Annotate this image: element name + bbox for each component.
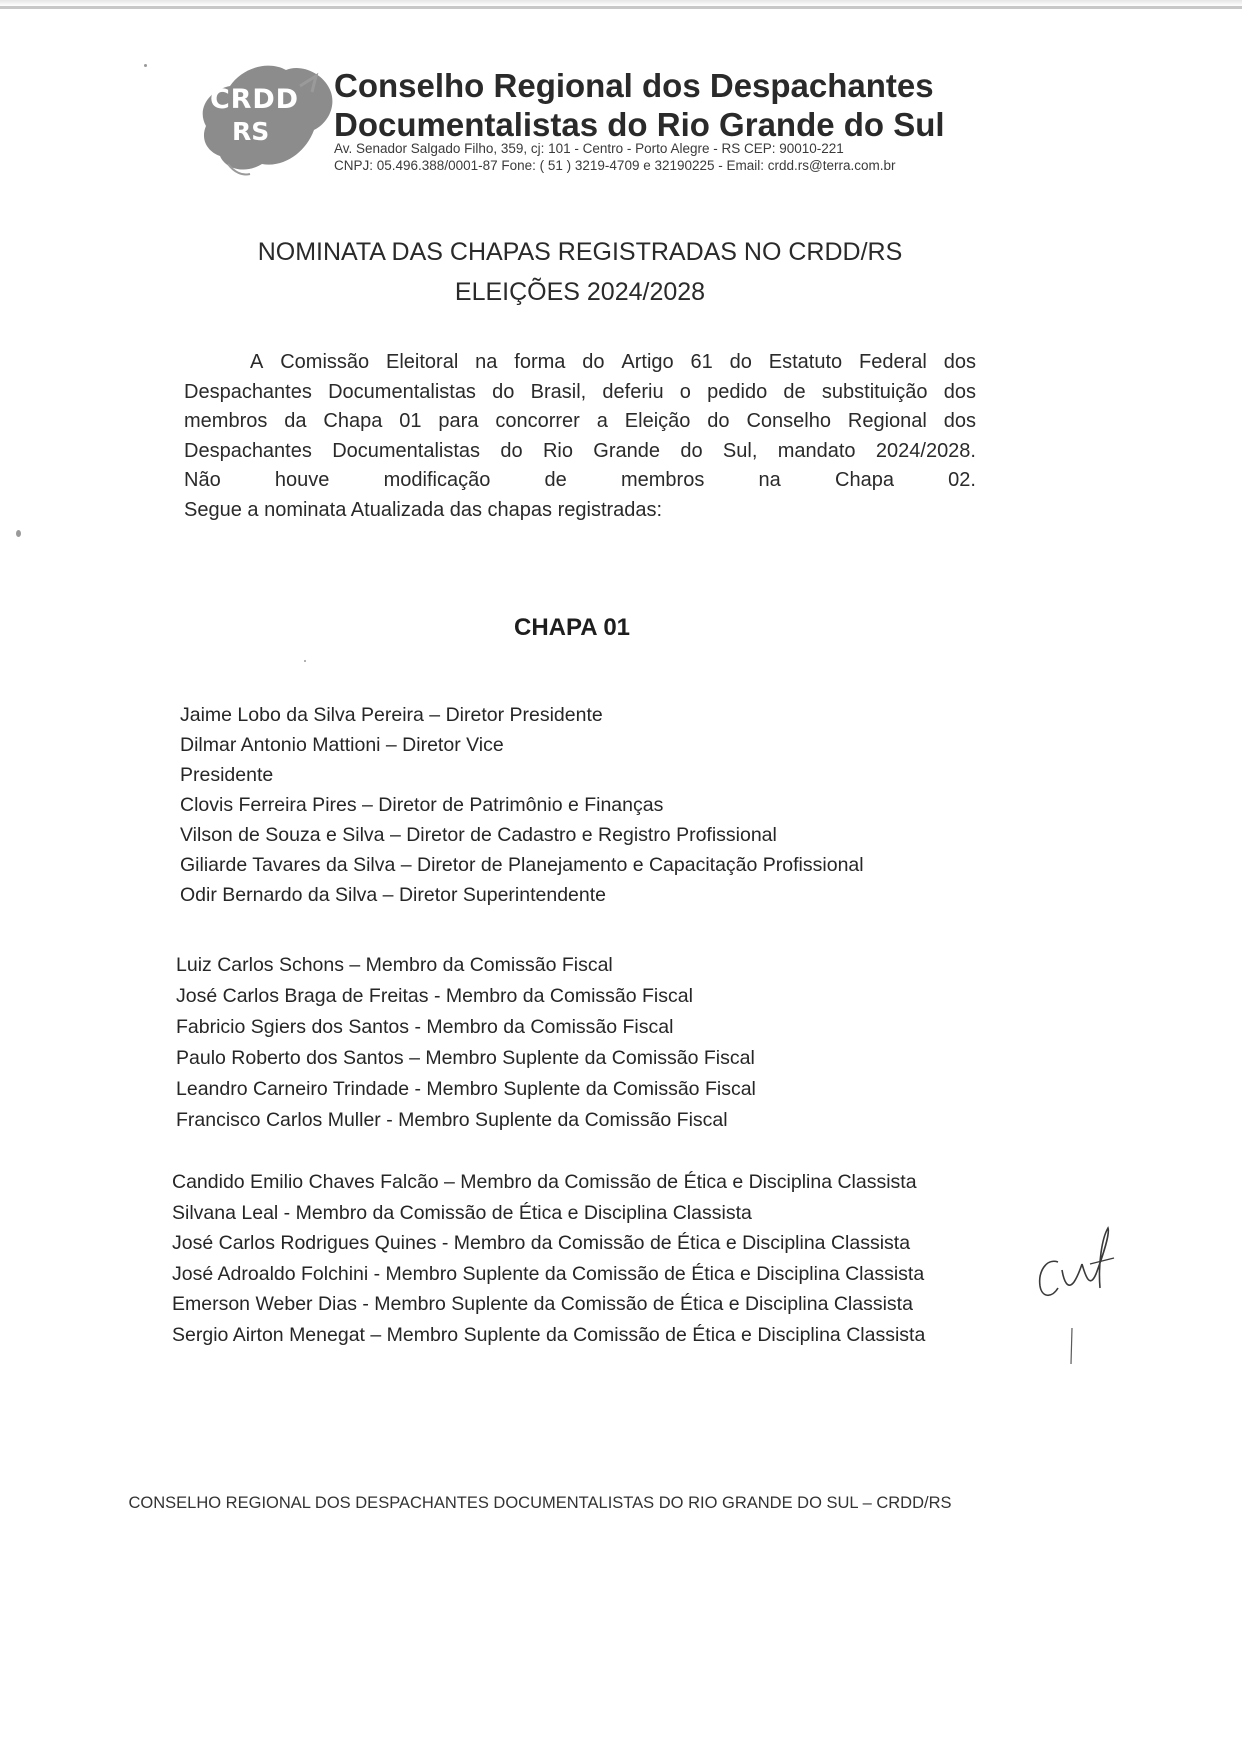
member-entry: Presidente [180,764,274,786]
logo-text-rs: RS [232,117,270,146]
org-name-line2: Documentalistas do Rio Grande do Sul [334,106,945,143]
intro-word: a [596,410,608,432]
intro-word: Eleitoral [386,351,459,373]
logo-text-crdd: CRDD [210,84,298,115]
intro-word: para [438,410,479,432]
intro-word: mandato [777,439,856,462]
intro-word: 01 [399,410,422,432]
intro-word: do [500,439,523,462]
intro-word: deferiu [602,380,664,403]
member-entry: Vilson de Souza e Silva – Diretor de Cadastro e Registro Profissional [180,824,777,846]
intro-word: houve [274,469,330,491]
intro-word: na [758,469,781,491]
member-entry: Emerson Weber Dias - Membro Suplente da Comissão de Ética e Disciplina Classista [172,1293,913,1315]
member-entry: Dilmar Antonio Mattioni – Diretor Vice [180,734,504,756]
intro-word: Conselho [746,410,831,432]
intro-word: do [707,410,730,432]
intro-word: Chapa [835,469,894,491]
intro-word: na [475,351,498,373]
intro-word: Rio [542,439,573,462]
scan-speck [16,530,21,537]
member-entry: Luiz Carlos Schons – Membro da Comissão Fiscal [176,954,613,976]
scan-edge-line [0,6,1242,9]
intro-word: dos [943,380,976,403]
intro-word: da [284,410,307,432]
intro-word: Chapa [323,410,383,432]
intro-line [184,437,976,467]
org-address: Av. Senador Salgado Filho, 359, cj: 101 - Centro - Porto Alegre - RS CEP: 90010-221 [334,141,844,156]
intro-line [184,496,976,526]
intro-word: Documentalistas [328,380,476,403]
member-entry: Jaime Lobo da Silva Pereira – Diretor Presidente [180,704,603,726]
intro-word: pedido [707,380,768,403]
intro-word: Grande [593,439,661,462]
intro-word: Sul, [722,439,758,462]
document-title [0,232,1160,312]
intro-word: Não [184,469,221,491]
intro-word: concorrer [495,410,580,432]
intro-word: A [250,351,264,373]
crdd-rs-logo [188,56,340,184]
intro-word: Despachantes [184,439,312,462]
title-line2: ELEIÇÕES 2024/2028 [454,278,706,306]
intro-word: Artigo [621,351,674,373]
intro-word: de [783,380,806,403]
member-entry: Sergio Airton Menegat – Membro Suplente da Comissão de Ética e Disciplina Classista [172,1323,926,1346]
organization-name [334,66,945,144]
intro-word: Brasil, [530,380,587,403]
intro-word: do [582,351,605,373]
intro-word: 02. [948,469,976,491]
intro-word: 2024/2028. [875,439,976,462]
member-entry: Clovis Ferreira Pires – Diretor de Patrimônio e Finanças [180,794,664,816]
intro-word: dos [943,351,976,373]
intro-word: forma [514,351,566,373]
member-entry: Francisco Carlos Muller - Membro Suplente da Comissão Fiscal [176,1109,728,1131]
intro-word: do [729,351,752,373]
org-cnpj-phone-email: CNPJ: 05.496.388/0001-87 Fone: ( 51 ) 3219-4709 e 32190225 - Email: crdd.rs@terra.com.br [334,158,896,173]
intro-word: de [544,469,567,491]
intro-word: Federal [859,351,927,373]
intro-word: membros [620,469,705,491]
intro-word: Segue a nominata Atualizada das chapas registradas: [184,498,663,521]
intro-line [184,348,976,378]
intro-word: substituição [821,380,928,403]
intro-line [184,378,976,408]
intro-word: dos [943,410,976,432]
intro-line [184,407,976,437]
intro-word: do [492,380,515,403]
intro-word: Regional [847,410,927,432]
comissao-etica-list [172,1167,925,1350]
intro-word: Comissão [280,351,370,373]
intro-word: 61 [690,351,713,373]
scan-speck [304,660,306,662]
organization-contact [334,140,896,174]
intro-word: modificação [383,469,491,491]
handwritten-signature [1028,1224,1138,1374]
title-line1: NOMINATA DAS CHAPAS REGISTRADAS NO CRDD/RS [257,238,903,266]
intro-word: Despachantes [184,380,312,403]
intro-word: o [679,380,691,403]
member-entry: José Carlos Braga de Freitas - Membro da Comissão Fiscal [176,985,693,1007]
member-entry: Candido Emilio Chaves Falcão – Membro da Comissão de Ética e Disciplina Classista [172,1171,917,1193]
intro-word: Estatuto [768,351,843,373]
member-entry: Fabricio Sgiers dos Santos - Membro da Comissão Fiscal [176,1016,674,1038]
org-name-line1: Conselho Regional dos Despachantes [334,67,934,104]
intro-paragraph [184,348,976,525]
intro-word: Eleição [624,410,691,432]
intro-line [184,466,976,496]
page-footer: CONSELHO REGIONAL DOS DESPACHANTES DOCUMENTALISTAS DO RIO GRANDE DO SUL – CRDD/RS [128,1494,952,1512]
member-entry: Silvana Leal - Membro da Comissão de Ética e Disciplina Classista [172,1201,752,1224]
intro-word: do [680,439,703,462]
member-entry: Odir Bernardo da Silva – Diretor Superintendente [180,884,606,906]
chapa-heading: CHAPA 01 [513,614,631,641]
intro-word: Documentalistas [332,439,481,462]
member-entry: José Adroaldo Folchini - Membro Suplente da Comissão de Ética e Disciplina Classista [172,1262,925,1285]
member-entry: José Carlos Rodrigues Quines - Membro da Comissão de Ética e Disciplina Classista [172,1232,911,1254]
comissao-fiscal-list [176,950,756,1136]
scan-speck [144,64,147,67]
member-entry: Leandro Carneiro Trindade - Membro Suplente da Comissão Fiscal [176,1078,756,1100]
intro-word: membros [184,410,268,432]
diretoria-list [180,700,864,910]
member-entry: Giliarde Tavares da Silva – Diretor de Planejamento e Capacitação Profissional [180,854,864,876]
member-entry: Paulo Roberto dos Santos – Membro Suplente da Comissão Fiscal [176,1047,755,1069]
